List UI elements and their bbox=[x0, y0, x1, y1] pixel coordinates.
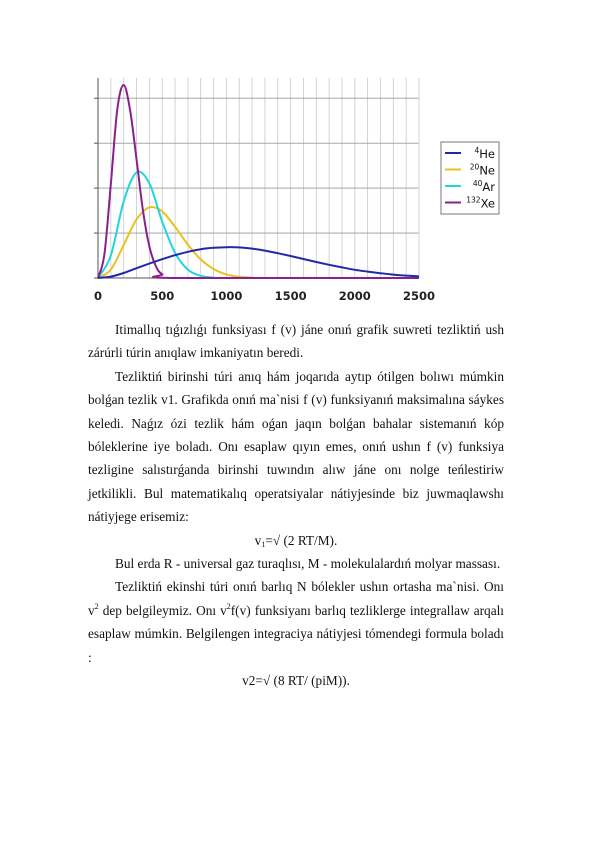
paragraph-3: Bul erda R - universal gaz turaqlısı, M - molekulalardıń molyar massası. bbox=[115, 556, 501, 572]
paragraph-4 bbox=[88, 575, 504, 669]
p4-part3: f(v) funksiyanı barlıq tezliklerge integrallaw arqalı esaplaw múmkin. Belgilengen integraciya nátiyjesi tómendegi formula boladı : bbox=[88, 602, 504, 665]
formula-v1 bbox=[88, 529, 504, 552]
formula1-subscript: 1 bbox=[261, 539, 266, 549]
x-tick-label: 500 bbox=[150, 289, 175, 303]
legend-mass-number: 40 bbox=[472, 179, 483, 188]
legend-mass-number: 20 bbox=[469, 162, 480, 172]
p4-part2: dep belgileymiz. Onı v bbox=[98, 602, 227, 618]
legend-element-symbol: Ne bbox=[479, 163, 495, 178]
legend-mass-number: 4 bbox=[474, 146, 480, 155]
paragraph-2: Tezliktiń birinshi túri anıq hám joqarıda aytıp ótilgen bolıwı múmkin bolǵan tezlik v1. Grafikda onıń ma`nisi f (v) funksiyanıń maksimalına sáykes keledi. Naǵız ózi tezlik hám oǵan jaqın bolǵan bahalar sistemanıń kóp bóleklerine iye boladı. Onı esaplaw qıyın emes, onıń ushın f (v) funksiya tezligine salıstırǵanda birinshi tuwındın alıw jáne onı nolge teńlestiriw jetkilikli. Bul matematikalıq operatsiyalar nátiyjesinde biz juwmaqlawshı nátiyjege erisemiz: bbox=[88, 368, 504, 525]
legend-mass-number: 132 bbox=[466, 195, 481, 205]
paragraph-1: Itimallıq tıǵızlıǵı funksiyası f (v) jáne onıń grafik suwreti tezliktiń ush zárúrli túrin anıqlaw imkaniyatın beredi. bbox=[88, 322, 504, 361]
x-tick-label: 1500 bbox=[274, 289, 307, 303]
legend-element-symbol: Ar bbox=[482, 180, 495, 194]
p4-sup2: 2 bbox=[226, 601, 231, 611]
body-text bbox=[88, 318, 504, 693]
p4-sup1: 2 bbox=[94, 601, 99, 611]
chart-svg bbox=[88, 72, 510, 308]
x-tick-label: 1000 bbox=[210, 289, 243, 303]
formula-v2: v2=√ (8 RT/ (piM)). bbox=[242, 673, 350, 689]
legend-element-symbol: He bbox=[479, 147, 495, 161]
x-tick-label: 2000 bbox=[338, 289, 371, 303]
formula1-prefix: v bbox=[254, 532, 262, 548]
x-tick-label: 0 bbox=[93, 289, 103, 303]
x-tick-label: 2500 bbox=[402, 289, 436, 303]
maxwell-distribution-chart bbox=[88, 72, 510, 308]
formula1-rest: =√ (2 RT/M). bbox=[265, 532, 338, 548]
p4-part1: Tezliktiń ekinshi túri onıń barlıq N bólekler ushın ortasha ma`nisi. Onı v bbox=[88, 579, 504, 618]
legend-element-symbol: Xe bbox=[480, 196, 495, 211]
